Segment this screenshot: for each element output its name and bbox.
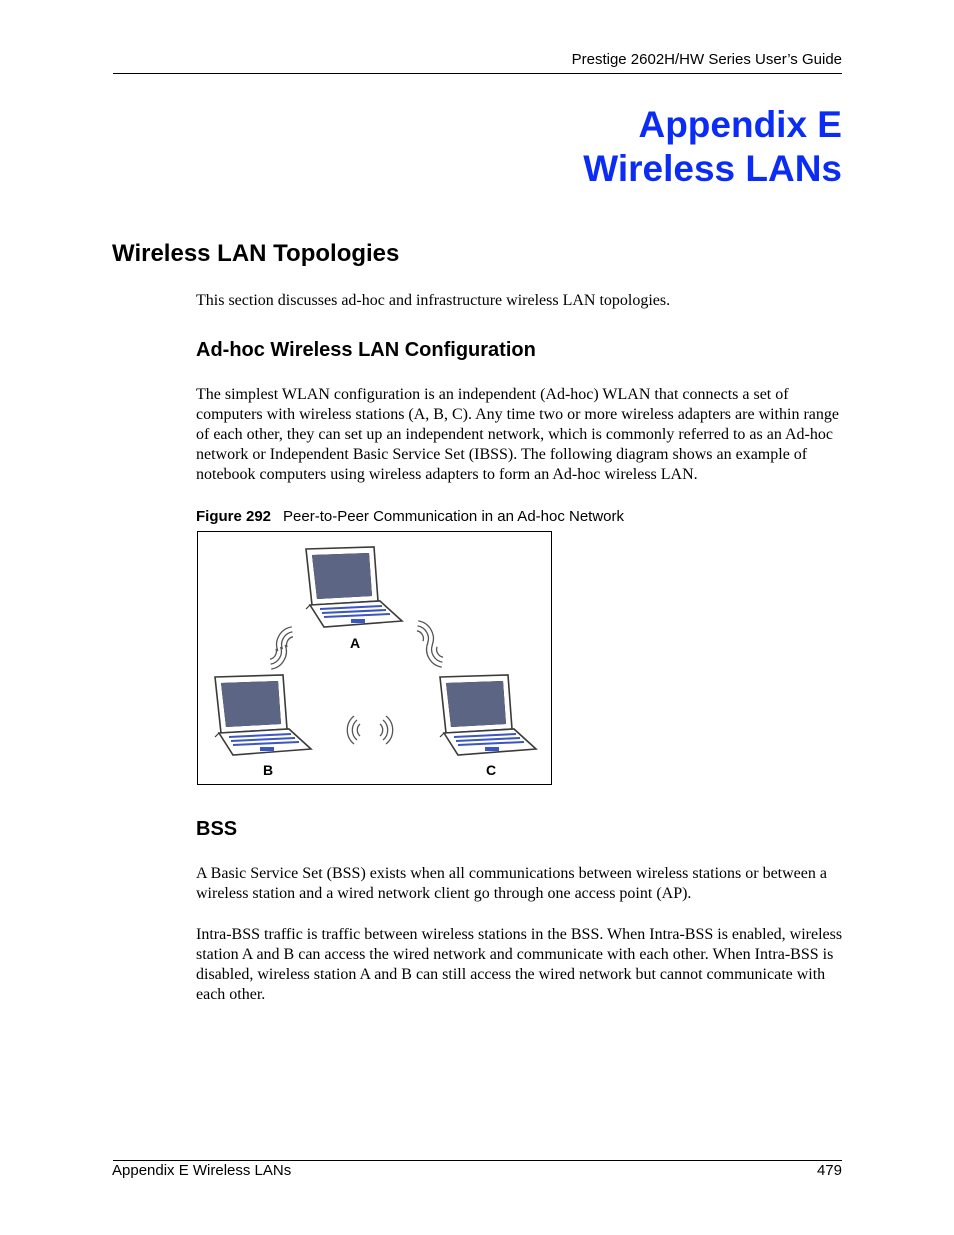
laptop-b-icon <box>215 675 311 755</box>
bss-paragraph-1: A Basic Service Set (BSS) exists when all communications between wireless stations or between a wireless station and a wired network client go through one access point (AP). <box>196 865 827 902</box>
adhoc-network-figure <box>197 531 552 785</box>
adhoc-diagram <box>198 532 551 784</box>
section-intro: This section discusses ad-hoc and infrastructure wireless LAN topologies. <box>196 292 671 309</box>
figure-caption-text: Peer-to-Peer Communication in an Ad-hoc Network <box>283 508 625 525</box>
node-label-b: B <box>262 762 274 778</box>
adhoc-paragraph: The simplest WLAN configuration is an independent (Ad-hoc) WLAN that connects a set of computers with wireless stations (A, B, C). Any time two or more wireless adapters are within range of each other, they can set up an independent network, which is commonly referred to as an Ad-hoc network or Independent Basic Service Set (IBSS). The following diagram shows an example of notebook computers using wireless adapters to form an Ad-hoc wireless LAN. <box>196 386 839 483</box>
figure-caption <box>196 508 624 525</box>
wireless-signal-icon <box>347 716 360 744</box>
wireless-signal-icon <box>380 716 393 744</box>
appendix-title <box>583 103 842 191</box>
figure-number: Figure 292 <box>196 508 272 525</box>
laptop-a-icon <box>306 547 402 627</box>
header-rule <box>113 73 842 74</box>
running-header: Prestige 2602H/HW Series User’s Guide <box>571 51 842 68</box>
page-number: 479 <box>816 1162 842 1179</box>
node-label-a: A <box>349 635 361 651</box>
wireless-signal-icon <box>422 640 447 671</box>
node-label-c: C <box>485 762 497 778</box>
bss-heading: BSS <box>196 818 238 840</box>
bss-paragraph-2: Intra-BSS traffic is traffic between wireless stations in the BSS. When Intra-BSS is enabled, wireless station A and B can access the wired network and communicate with each other. When Intra-BSS is disabled, wireless station A and B can still access the wired network but cannot communicate with each other. <box>196 926 843 1003</box>
section-heading: Wireless LAN Topologies <box>112 240 400 267</box>
footer-title: Appendix E Wireless LANs <box>112 1162 292 1179</box>
adhoc-heading: Ad-hoc Wireless LAN Configuration <box>196 339 536 361</box>
appendix-title-line1: Appendix E <box>638 104 842 145</box>
laptop-c-icon <box>440 675 536 755</box>
footer-rule <box>113 1160 842 1161</box>
wireless-signal-icon <box>413 618 438 649</box>
appendix-title-line2: Wireless LANs <box>583 148 842 189</box>
